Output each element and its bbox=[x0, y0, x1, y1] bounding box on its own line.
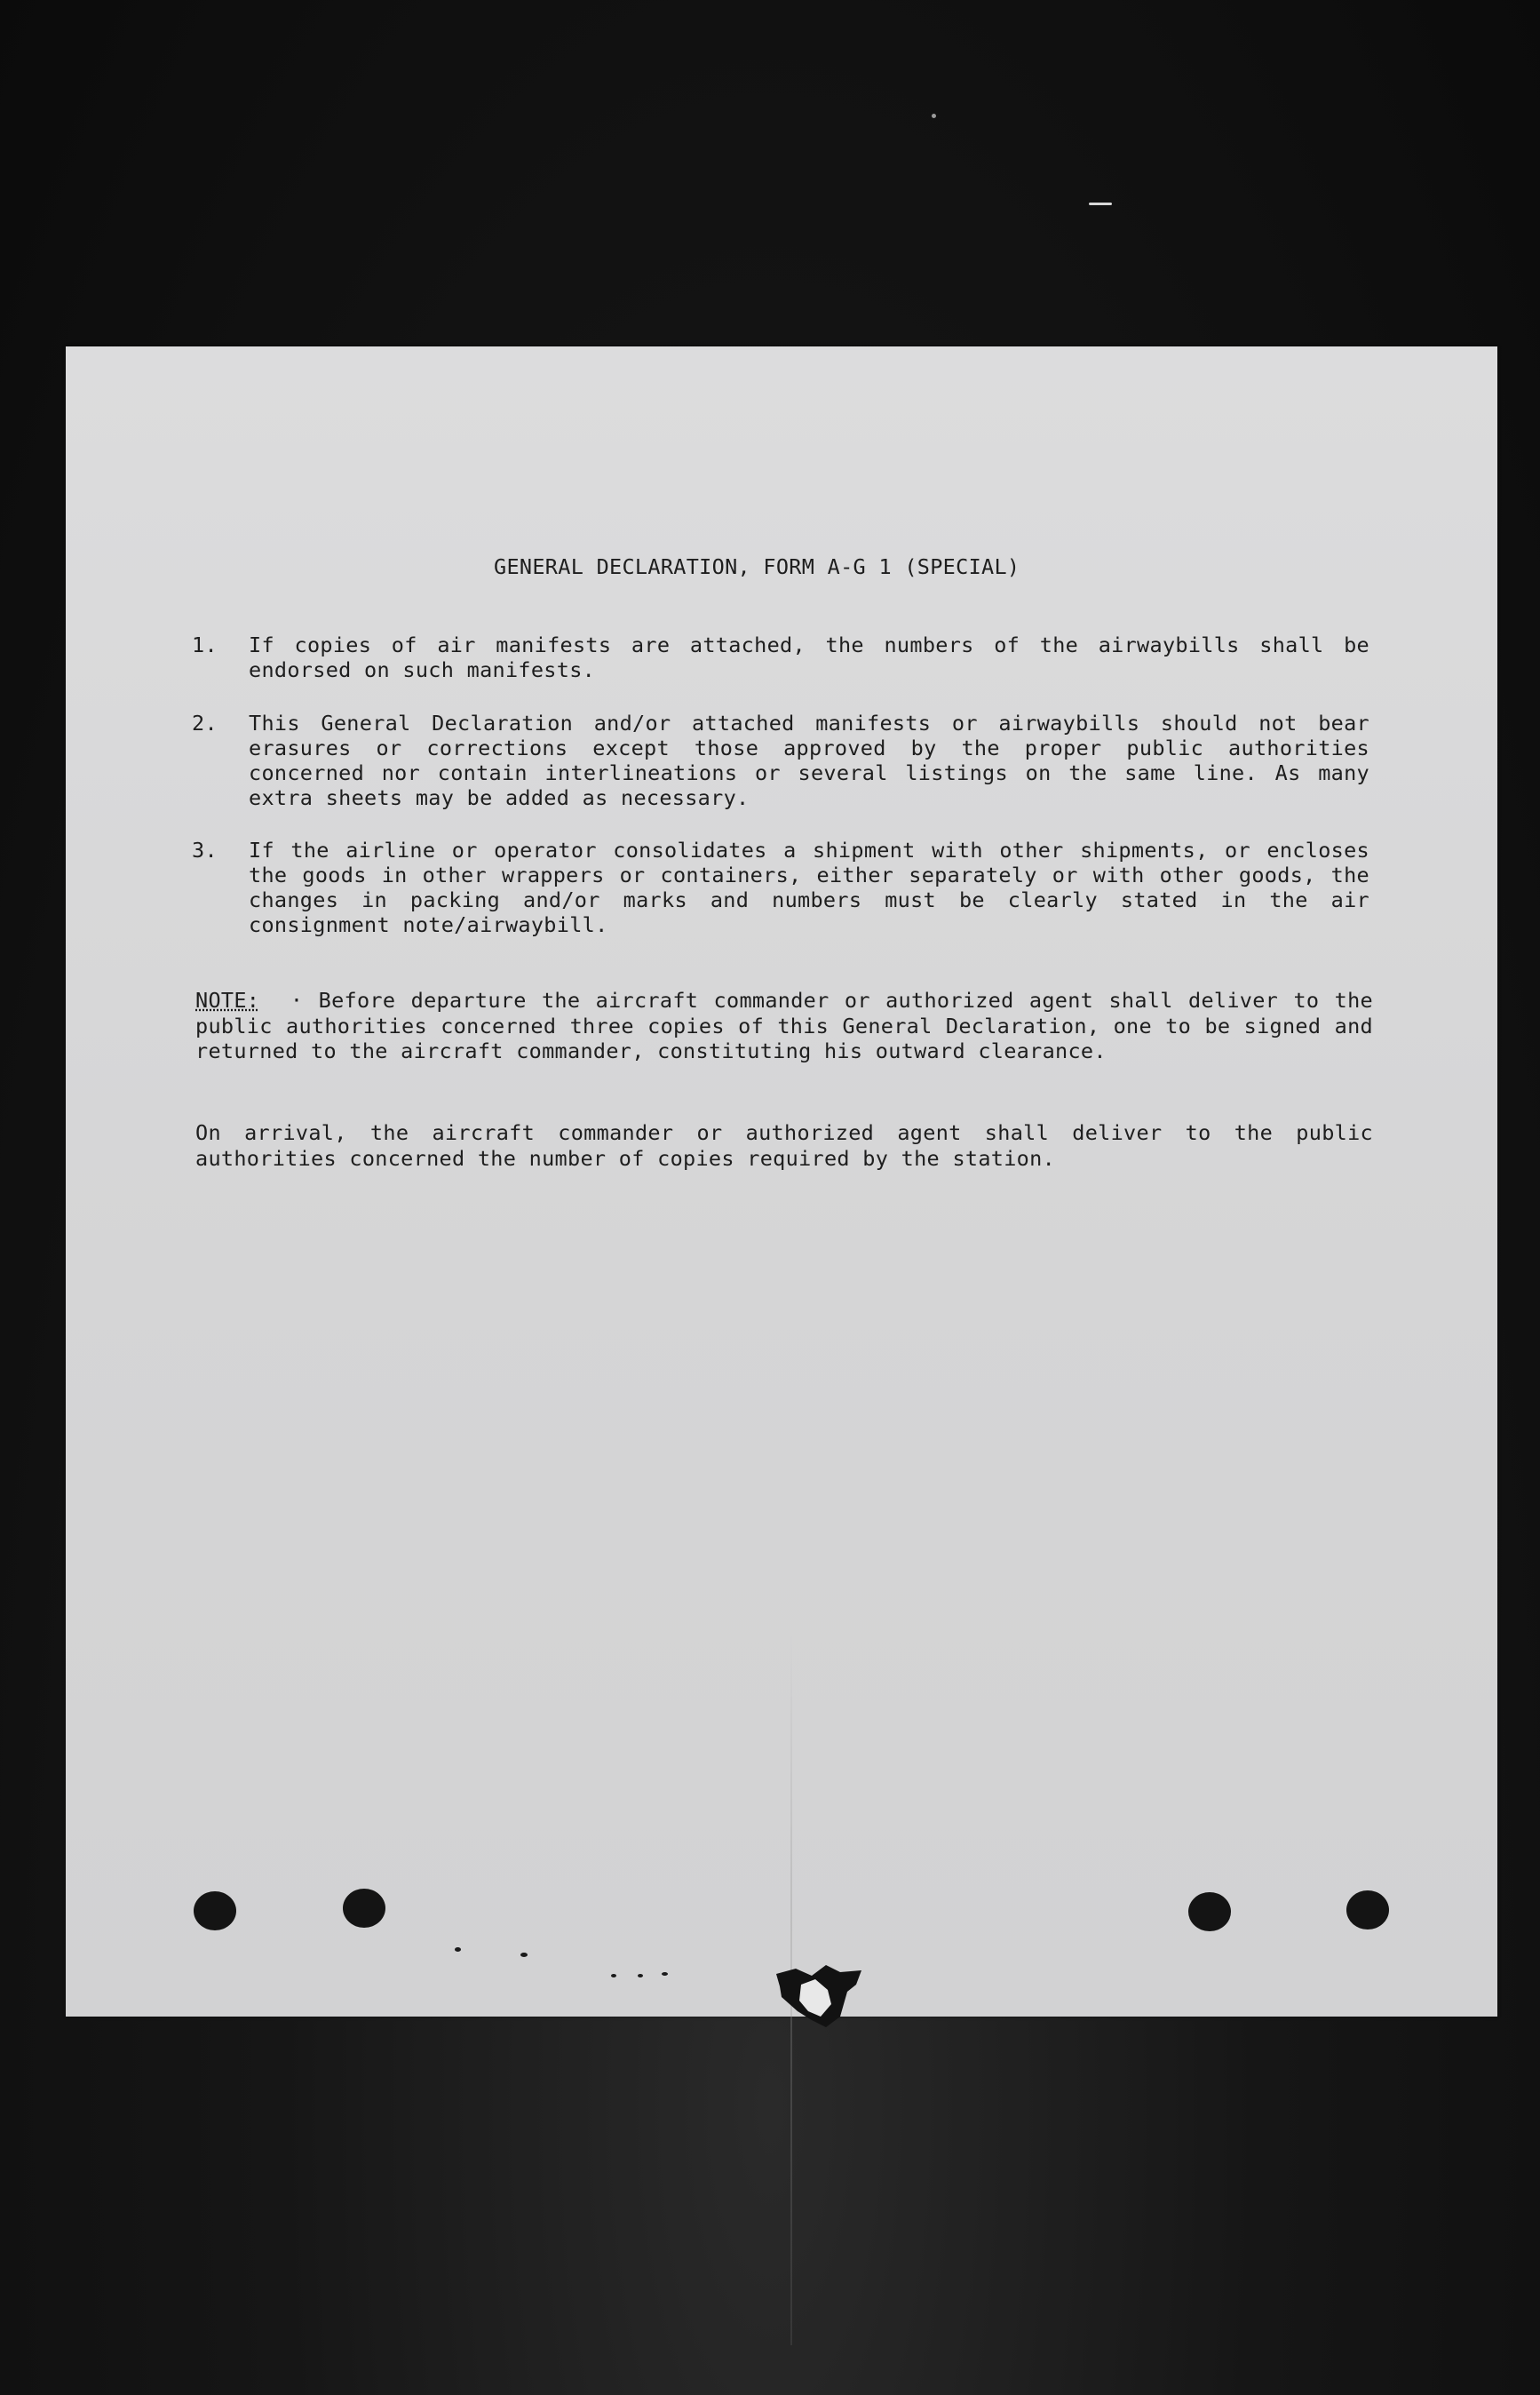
paper-sheet bbox=[66, 346, 1497, 2017]
punch-hole bbox=[194, 1891, 236, 1930]
note-text: Before departure the aircraft commander or authorized agent shall deliver to the public authorities concerned three copies of this General Declaration, one to be signed and returned to the aircraft commander, constituting his outward clearance. bbox=[195, 988, 1373, 1063]
punch-hole bbox=[1346, 1890, 1389, 1930]
instruction-text: If copies of air manifests are attached, the numbers of the airwaybills shall be endorsed on such manifests. bbox=[249, 633, 1369, 682]
form-title: GENERAL DECLARATION, FORM A-G 1 (SPECIAL) bbox=[494, 554, 1020, 579]
scan-speck bbox=[1089, 203, 1112, 205]
punch-hole bbox=[343, 1889, 385, 1928]
scan-speck bbox=[932, 114, 936, 118]
arrival-paragraph: On arrival, the aircraft commander or authorized agent shall deliver to the public authorities concerned the number of copies required by the station. bbox=[195, 1120, 1373, 1171]
instruction-text: This General Declaration and/or attached manifests or airwaybills should not bear erasures or corrections except those approved by the proper public authorities concerned nor contain interlineations or several listings on the same line. As many extra sheets may be added as necessary. bbox=[249, 711, 1369, 810]
punch-hole bbox=[1188, 1892, 1231, 1931]
instruction-number: 3. bbox=[192, 838, 218, 863]
paper-speck bbox=[662, 1972, 668, 1976]
instruction-number: 2. bbox=[192, 711, 218, 736]
paper-speck bbox=[611, 1974, 616, 1977]
instruction-text: If the airline or operator consolidates a shipment with other shipments, or encloses the goods in other wrappers or containers, either separately or with other goods, the changes in packing and/or marks and numbers must be clearly stated in the air consignment note/airwaybill. bbox=[249, 838, 1369, 937]
note-label: NOTE: bbox=[195, 988, 260, 1013]
paper-speck bbox=[455, 1947, 461, 1952]
note-paragraph: NOTE: · Before departure the aircraft commander or authorized agent shall deliver to the public authorities concerned three copies of this General Declaration, one to be signed and returned to the aircraft commander, constituting his outward clearance. bbox=[195, 988, 1373, 1063]
paper-speck bbox=[638, 1974, 643, 1977]
instruction-number: 1. bbox=[192, 633, 218, 657]
paper-speck bbox=[520, 1953, 528, 1957]
torn-notch bbox=[776, 1965, 861, 2027]
